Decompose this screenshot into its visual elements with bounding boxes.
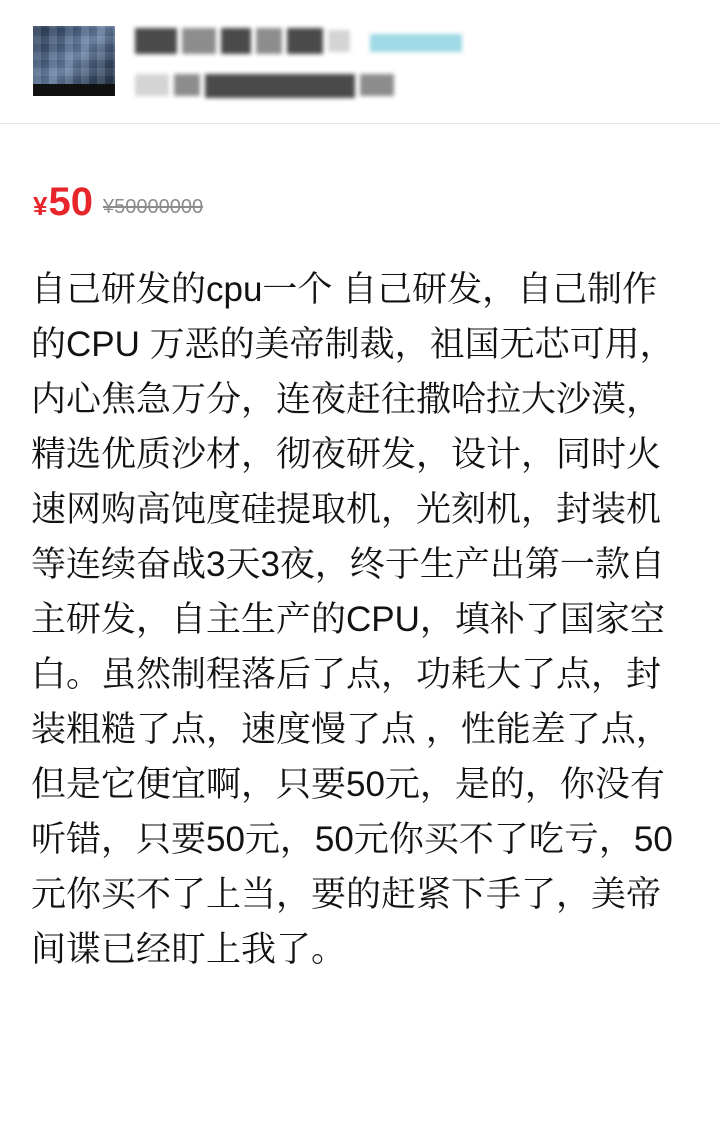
price-row	[33, 182, 203, 222]
avatar-caption-bar	[33, 84, 115, 96]
avatar[interactable]	[33, 26, 115, 92]
seller-name-redaction	[221, 28, 251, 54]
seller-name-redaction	[182, 28, 216, 54]
current-price: 50	[48, 180, 93, 224]
seller-subtitle-redaction	[135, 74, 169, 96]
listing-description: 自己研发的cpu一个 自己研发，自己制作的CPU 万恶的美帝制裁，祖国无芯可用，内心焦急万分，连夜赶往撒哈拉大沙漠，精选优质沙材，彻夜研发，设计，同时火速网购高饨度硅提取机，光刻机，封装机等连续奋战3天3夜，终于生产出第一款自主研发，自主生产的CPU，填补了国家空白。虽然制程落后了点，功耗大了点，封装粗糙了点，速度慢了点 ，性能差了点，但是它便宜啊，只要50元，是的，你没有听错，只要50元，50元你买不了吃亏，50元你买不了上当，要的赶紧下手了，美帝间谍已经盯上我了。	[31, 270, 675, 969]
currency-symbol: ¥	[33, 191, 48, 221]
seller-name-redaction	[135, 28, 177, 54]
seller-name-redaction	[328, 30, 350, 52]
seller-subtitle-redaction	[174, 74, 200, 96]
seller-name-redaction	[256, 28, 282, 54]
seller-subtitle-redaction	[360, 74, 394, 96]
original-price: ¥50000000	[102, 196, 204, 218]
seller-badge-redaction	[370, 34, 462, 52]
seller-name-redaction	[287, 28, 323, 54]
seller-subtitle-redaction	[205, 74, 355, 98]
seller-header[interactable]	[0, 0, 720, 124]
